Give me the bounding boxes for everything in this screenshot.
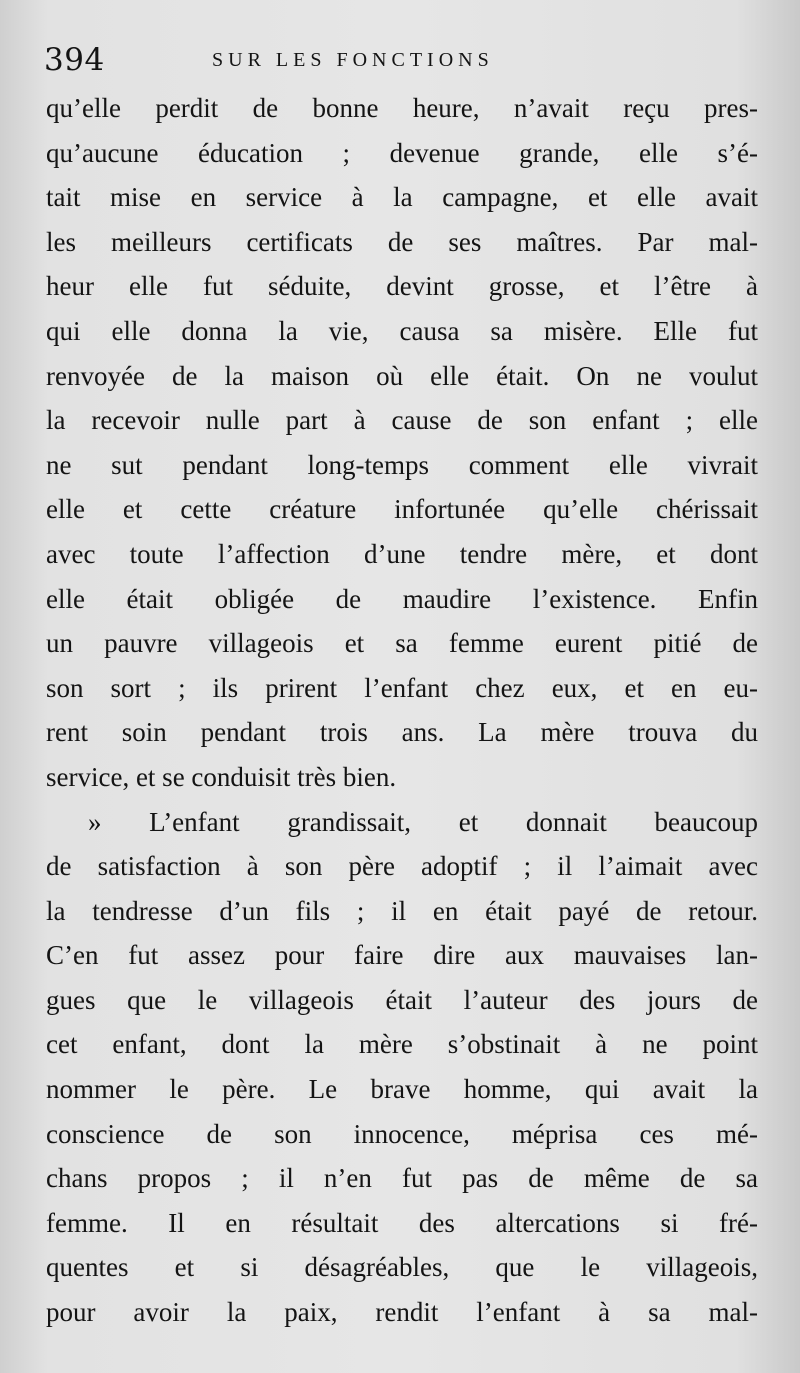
text-line: la tendresse d’un fils ; il en était payé de retour. <box>46 895 758 926</box>
text-line: son sort ; ils prirent l’enfant chez eux, et en eu- <box>46 672 758 703</box>
running-head: SUR LES FONCTIONS <box>212 49 494 71</box>
text-line: de satisfaction à son père adoptif ; il l’aimait avec <box>46 851 758 882</box>
text-line-paragraph-end: service, et se conduisit très bien. <box>46 761 397 792</box>
text-line: renvoyée de la maison où elle était. On ne voulut <box>46 360 758 391</box>
text-line: qui elle donna la vie, causa sa misère. Elle fut <box>46 315 758 346</box>
text-line: tait mise en service à la campagne, et elle avait <box>46 182 758 213</box>
text-line: conscience de son innocence, méprisa ces mé- <box>46 1118 758 1149</box>
text-line: elle et cette créature infortunée qu’elle chérissait <box>46 494 758 525</box>
text-line: rent soin pendant trois ans. La mère trouva du <box>46 717 758 748</box>
text-line: les meilleurs certificats de ses maîtres. Par mal- <box>46 226 758 257</box>
body-text <box>46 86 758 1335</box>
text-line: la recevoir nulle part à cause de son enfant ; elle <box>46 405 758 436</box>
text-line: qu’elle perdit de bonne heure, n’avait reçu pres- <box>46 93 758 123</box>
page-number: 394 <box>44 42 105 78</box>
text-line: pour avoir la paix, rendit l’enfant à sa mal- <box>46 1297 758 1328</box>
text-line: elle était obligée de maudire l’existence. Enfin <box>46 583 758 614</box>
text-line: un pauvre villageois et sa femme eurent pitié de <box>46 628 758 659</box>
text-line: C’en fut assez pour faire dire aux mauvaises lan- <box>46 940 758 971</box>
text-line: qu’aucune éducation ; devenue grande, elle s’é- <box>46 137 758 168</box>
text-line: femme. Il en résultait des altercations si fré- <box>46 1207 758 1238</box>
text-line: gues que le villageois était l’auteur des jours de <box>46 984 758 1015</box>
text-line: nommer le père. Le brave homme, qui avait la <box>46 1074 758 1105</box>
text-line: cet enfant, dont la mère s’obstinait à ne point <box>46 1029 758 1060</box>
text-line: heur elle fut séduite, devint grosse, et l’être à <box>46 271 758 302</box>
text-line: ne sut pendant long-temps comment elle vivrait <box>46 449 758 480</box>
text-line: chans propos ; il n’en fut pas de même de sa <box>46 1163 758 1194</box>
text-line: avec toute l’affection d’une tendre mère, et dont <box>46 538 758 569</box>
page-header <box>44 40 760 80</box>
text-line: quentes et si désagréables, que le villageois, <box>46 1252 758 1283</box>
text-line-paragraph-start: » L’enfant grandissait, et donnait beaucoup <box>88 806 758 837</box>
